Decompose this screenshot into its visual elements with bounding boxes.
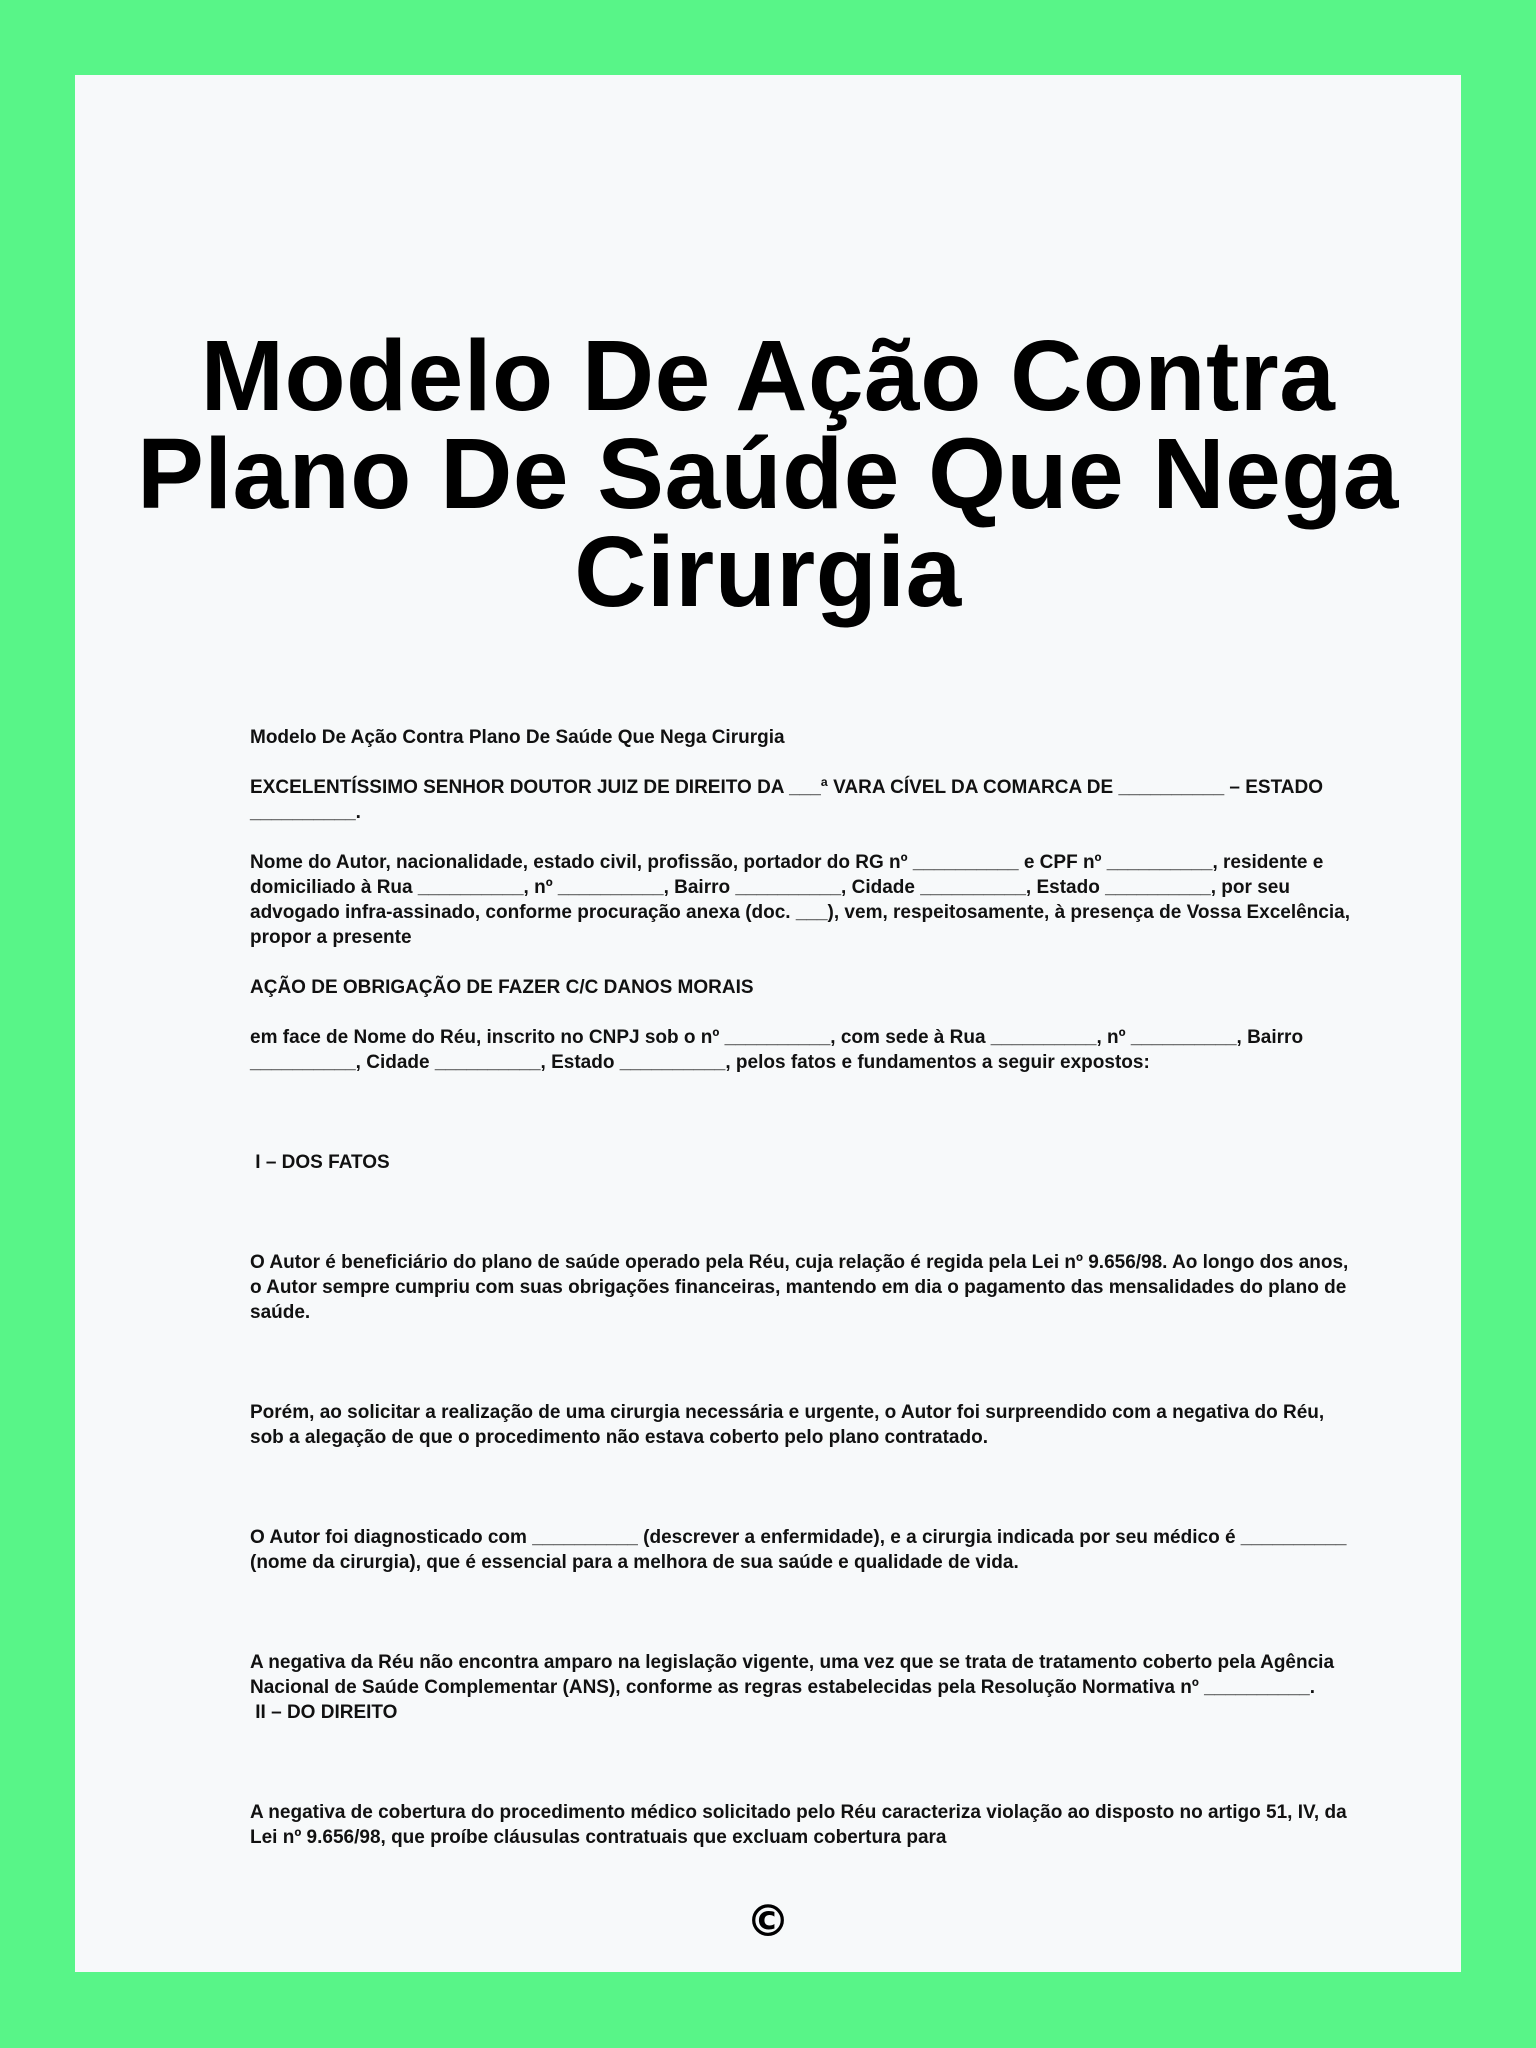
law-paragraph-1: A negativa de cobertura do procedimento médico solicitado pelo Réu caracteriza violação ao disposto no artigo 51, IV, da Lei nº 9.656/98, que proíbe cláusulas contratuais que excluam cobertura para (250, 1802, 1352, 1848)
defendant-paragraph: em face de Nome do Réu, inscrito no CNPJ sob o nº __________, com sede à Rua __________, nº __________, Bairro __________, Cidade __________, Estado __________, pelos fatos e fundamentos a seguir expostos: (250, 1027, 1309, 1073)
facts-paragraph-3: O Autor foi diagnosticado com __________ (descrever a enfermidade), e a cirurgia indicada por seu médico é __________ (nome da cirurgia), que é essencial para a melhora de sua saúde e qualidade de vida. (250, 1527, 1352, 1573)
copyright-icon: © (746, 1896, 790, 1947)
action-title: AÇÃO DE OBRIGAÇÃO DE FAZER C/C DANOS MORAIS (250, 977, 754, 998)
section-heading-law: II – DO DIREITO (250, 1702, 398, 1723)
facts-paragraph-1: O Autor é beneficiário do plano de saúde operado pela Réu, cuja relação é regida pela Lei nº 9.656/98. Ao longo dos anos, o Autor sempre cumpriu com suas obrigações financeiras, mantendo em dia o pagamento das mensalidades do plano de saúde. (250, 1252, 1354, 1323)
page-title: Modelo De Ação Contra Plano De Saúde Que Nega Cirurgia (137, 320, 1399, 628)
document-body (250, 725, 1356, 1850)
facts-paragraph-2: Porém, ao solicitar a realização de uma cirurgia necessária e urgente, o Autor foi surpreendido com a negativa do Réu, sob a alegação de que o procedimento não estava coberto pelo plano contratado. (250, 1402, 1330, 1448)
section-heading-facts: I – DOS FATOS (250, 1152, 390, 1173)
qualification-paragraph: Nome do Autor, nacionalidade, estado civil, profissão, portador do RG nº __________ e CPF nº __________, residente e domiciliado à Rua __________, nº __________, Bairro __________, Cidade __________, Estado __________, por seu advogado infra-assinado, conforme procuração anexa (doc. ___), vem, respeitosamente, à presença de Vossa Excelência, propor a presente (250, 852, 1356, 948)
facts-paragraph-4: A negativa da Réu não encontra amparo na legislação vigente, uma vez que se trata de tratamento coberto pela Agência Nacional de Saúde Complementar (ANS), conforme as regras estabelecidas pela Resolução Normativa nº __________. (250, 1652, 1340, 1698)
addressee-paragraph: EXCELENTÍSSIMO SENHOR DOUTOR JUIZ DE DIREITO DA ___ª VARA CÍVEL DA COMARCA DE __________ – ESTADO __________. (250, 777, 1329, 823)
document-page (75, 75, 1461, 1972)
document-heading: Modelo De Ação Contra Plano De Saúde Que Nega Cirurgia (250, 727, 785, 748)
